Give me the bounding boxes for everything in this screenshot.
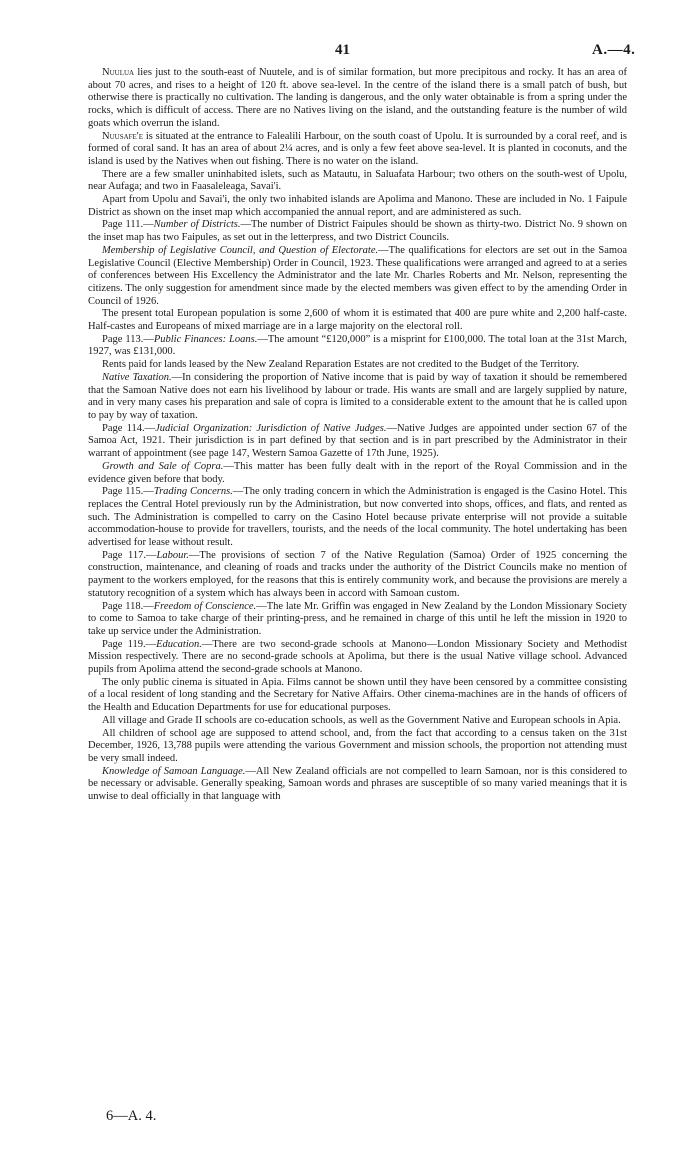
paragraph-heading: Membership of Legislative Council, and Question of Electorate. <box>102 244 379 256</box>
paragraph <box>88 67 627 131</box>
paragraph-text: —In considering the proportion of Native income that is paid by way of taxation it should be remembered that the Samoan Native does not earn his livelihood by labour or trade. His wants are small and are largely supplied by nature, and in very many cases his preparation and sale of copra is limited to a considerable extent to the amount that he is called upon to pay by way of taxation. <box>88 371 627 421</box>
paragraph-heading: Number of Districts. <box>153 219 241 231</box>
paragraph-lead: Page 114.— <box>102 422 156 434</box>
paragraph <box>88 601 627 639</box>
paragraph <box>88 359 627 372</box>
paragraph-text: The present total European population is some 2,600 of whom it is estimated that 400 are pure white and 2,200 half-caste. Half-castes and Europeans of mixed marriage are in a large majority on the electoral roll. <box>88 308 627 333</box>
page-number: 41 <box>335 42 350 58</box>
paragraph-lead: Page 118.— <box>102 600 154 612</box>
paragraph-lead: Page 117.— <box>102 549 157 561</box>
paragraph-text: —There are two second-grade schools at Manono—London Missionary Society and Methodist Mission respectively. There are no second-grade schools at Apolima, but there is the usual Native village school. Advanced pupils from Apolima attend the second-grade schools at Manono. <box>88 638 627 676</box>
paragraph-heading: Public Finances: Loans. <box>153 333 258 345</box>
paragraph-text: —The only trading concern in which the Administration is engaged is the Casino Hotel. This replaces the Central Hotel previously run by the Administration, but now converted into shops, offices, and flats, and rented as such. The Administration is compelled to carry on the Casino Hotel because private enterprise will not provide a suitable accommodation-house to provide for travellers, tourists, and the needs of the local community. The hotel undertaking has been advertised for lease without result. <box>88 486 628 549</box>
paragraph-heading: Labour. <box>156 549 189 561</box>
footer-signature-mark: 6—A. 4. <box>106 1108 157 1124</box>
paragraph-heading: Native Taxation. <box>102 371 172 383</box>
paragraph-text: The only public cinema is situated in Apia. Films cannot be shown until they have been censored by a committee consisting of a local resident of long standing and the Secretary for Native Affairs. Other cinema-machines are in the hands of officers of the Health and Education Departments for use for educational purposes. <box>88 676 627 714</box>
paragraph-text: is situated at the entrance to Falealili Harbour, on the south coast of Upolu. It is surrounded by a coral reef, and is formed of coral sand. It has an area of about 2¼ acres, and is only a few feet above sea-level. It is planted in coconuts, and the island is used by the Natives when out fishing. There is no water on the island. <box>88 130 627 167</box>
document-body <box>88 67 627 804</box>
paragraph-lead: Page 111.— <box>102 219 154 231</box>
paragraph-text: —The number of District Faipules should be shown as thirty-two. District No. 9 shown on the inset map has two Faipules, as set out in the letterpress, and two District Councils. <box>88 219 627 244</box>
paragraph-heading: Knowledge of Samoan Language. <box>102 765 246 777</box>
paragraph <box>88 715 627 728</box>
paragraph-lead: Page 115.— <box>102 486 154 498</box>
paragraph-text: —The amount “£120,000” is a misprint for £100,000. The total loan at the 31st March, 1927, was £131,000. <box>88 333 627 358</box>
paragraph-lead: Nuusafe'e <box>102 130 143 142</box>
paragraph-text: —The provisions of section 7 of the Native Regulation (Samoa) Order of 1925 concerning the construction, maintenance, and cleaning of roads and tracks under the authority of the District Councils make no mention of payment to the workers employed, for the reasons that this is entirely community work, and because the provisions are merely a statutory recognition of a system which has always been in accord with Samoan custom. <box>88 549 627 599</box>
paragraph <box>88 639 627 677</box>
paragraph-text: There are a few smaller uninhabited islets, such as Matautu, in Saluafata Harbour; two others on the south-west of Upolu, near Aufaga; and two in Faasaleleaga, Savai'i. <box>88 168 627 193</box>
document-reference: A.—4. <box>592 42 636 58</box>
paragraph <box>88 423 627 461</box>
paragraph-heading: Education. <box>156 638 202 650</box>
paragraph-text: Apart from Upolu and Savai'i, the only two inhabited islands are Apolima and Manono. These are included in No. 1 Faipule District as shown on the inset map which accompanied the annual report, and are administered as such. <box>88 194 627 218</box>
paragraph-lead: Page 113.— <box>102 333 154 345</box>
paragraph <box>88 334 627 359</box>
paragraph-heading: Trading Concerns. <box>153 486 233 498</box>
paragraph <box>88 550 627 601</box>
paragraph <box>88 245 627 309</box>
paragraph <box>88 219 627 244</box>
paragraph-heading: Freedom of Conscience. <box>153 600 257 612</box>
paragraph <box>88 728 627 766</box>
paragraph <box>88 486 627 550</box>
paragraph <box>88 766 627 804</box>
paragraph-text: —This matter has been fully dealt with in the report of the Royal Commission and in the evidence given before that body. <box>88 460 627 485</box>
paragraph <box>88 461 627 486</box>
paragraph <box>88 677 627 715</box>
paragraph <box>88 194 627 219</box>
paragraph <box>88 308 627 333</box>
paragraph-heading: Judicial Organization: Jurisdiction of Native Judges. <box>155 422 387 434</box>
paragraph-text: All children of school age are supposed to attend school, and, from the fact that according to a census taken on the 31st December, 1926, 13,788 pupils were attending the various Government and mission schools, the proportion not attending must be very small indeed. <box>88 727 627 764</box>
paragraph-text: All village and Grade II schools are co-education schools, as well as the Government Native and European schools in Apia. <box>102 714 621 726</box>
paragraph-text: —Native Judges are appointed under section 67 of the Samoa Act, 1921. Their jurisdiction is in part defined by that section and is in part prescribed by the Administrator in their warrant of appointment (see page 147, Western Samoa Gazette of 17th June, 1925). <box>88 422 627 460</box>
paragraph-text: —The qualifications for electors are set out in the Samoa Legislative Council (Elective Membership) Order in Council, 1923. These qualifications were arranged and agreed to at a series of conferences between His Excellency the Administrator and the late Mr. Charles Roberts and Mr. Nelson, representing the citizens. The only suggestion for amendment since made by the elected members was given effect to by the amending Order in Council of 1926. <box>88 244 627 307</box>
paragraph <box>88 169 627 194</box>
paragraph <box>88 372 627 423</box>
paragraph-text: —All New Zealand officials are not compelled to learn Samoan, nor is this considered to be necessary or advisable. Generally speaking, Samoan words and phrases are susceptible of so many varied meanings that it is unwise to deal officially in that language with <box>88 765 627 803</box>
paragraph-text: —The late Mr. Griffin was engaged in New Zealand by the London Missionary Society to come to Samoa to take charge of their printing-press, and he remained in charge of this until he left the mission in 1920 to take up service under the Administration. <box>88 600 627 637</box>
paragraph-heading: Growth and Sale of Copra. <box>102 460 224 472</box>
paragraph-text: lies just to the south-east of Nuutele, and is of similar formation, but more precipitous and rocky. It has an area of about 70 acres, and rises to a height of 120 ft. above sea-level. In the centre of the island there is a small patch of bush, but otherwise there is practically no cultivation. The landing is dangerous, and the only water obtainable is from a spring under the rocks, which is difficult of access. There are no Natives living on the island, and the outstanding feature is the number of wild goats which overrun the island. <box>88 67 627 129</box>
paragraph-text: Rents paid for lands leased by the New Zealand Reparation Estates are not credited to the Budget of the Territory. <box>102 359 580 371</box>
paragraph-lead: Page 119.— <box>102 638 157 650</box>
paragraph-lead: Nuulua <box>102 67 135 78</box>
paragraph <box>88 131 627 169</box>
